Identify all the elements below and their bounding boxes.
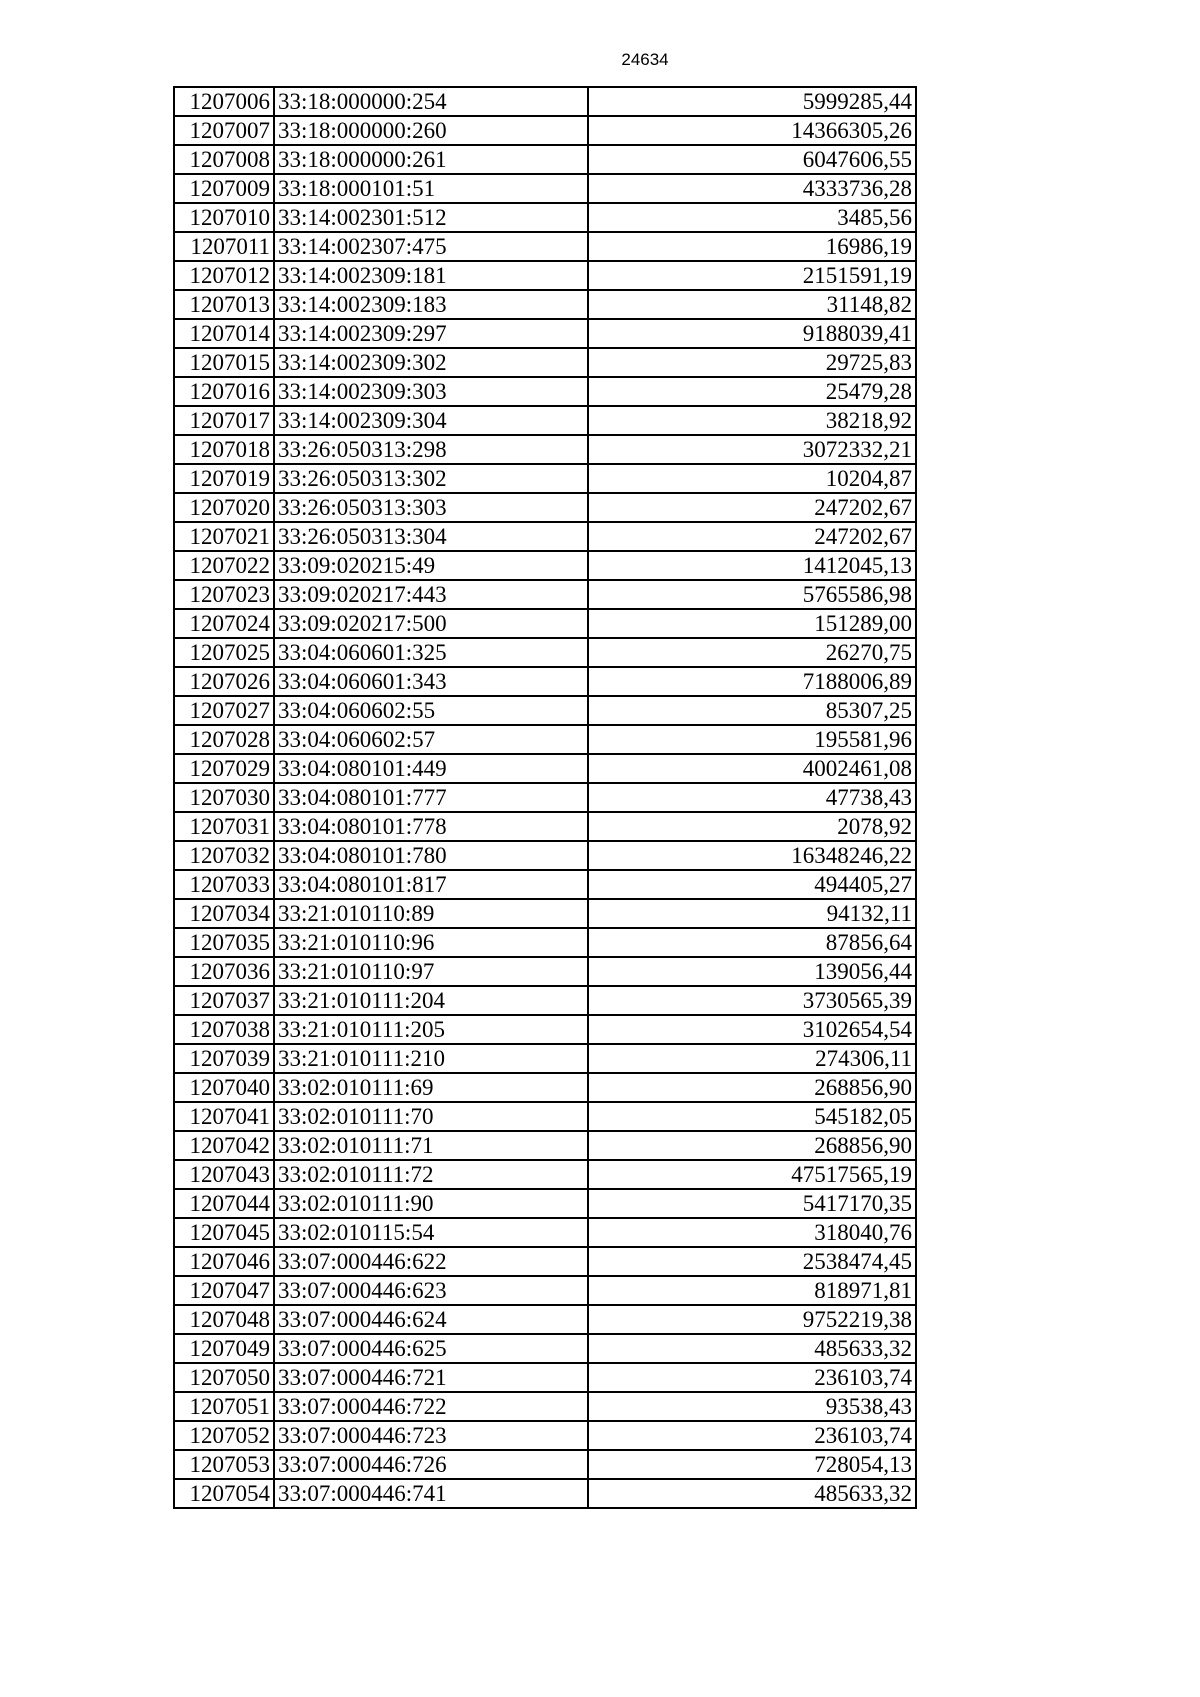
cadastral-number-cell: 33:09:020217:443 — [274, 580, 588, 609]
row-id-cell: 1207035 — [174, 928, 274, 957]
table-row — [174, 638, 916, 667]
value-cell: 247202,67 — [588, 522, 916, 551]
row-id-cell: 1207026 — [174, 667, 274, 696]
value-cell: 3072332,21 — [588, 435, 916, 464]
row-id-cell: 1207054 — [174, 1479, 274, 1508]
row-id-cell: 1207051 — [174, 1392, 274, 1421]
cadastral-number-cell: 33:21:010111:205 — [274, 1015, 588, 1044]
table-row — [174, 1305, 916, 1334]
row-id-cell: 1207020 — [174, 493, 274, 522]
row-id-cell: 1207031 — [174, 812, 274, 841]
cadastral-number-cell: 33:14:002309:303 — [274, 377, 588, 406]
table-row — [174, 1247, 916, 1276]
value-cell: 818971,81 — [588, 1276, 916, 1305]
row-id-cell: 1207007 — [174, 116, 274, 145]
row-id-cell: 1207039 — [174, 1044, 274, 1073]
row-id-cell: 1207050 — [174, 1363, 274, 1392]
value-cell: 151289,00 — [588, 609, 916, 638]
cadastral-number-cell: 33:04:060602:57 — [274, 725, 588, 754]
table-row — [174, 377, 916, 406]
row-id-cell: 1207042 — [174, 1131, 274, 1160]
table-row — [174, 870, 916, 899]
table-row — [174, 1276, 916, 1305]
table-row — [174, 551, 916, 580]
row-id-cell: 1207044 — [174, 1189, 274, 1218]
value-cell: 247202,67 — [588, 493, 916, 522]
row-id-cell: 1207025 — [174, 638, 274, 667]
cadastral-number-cell: 33:09:020215:49 — [274, 551, 588, 580]
row-id-cell: 1207049 — [174, 1334, 274, 1363]
value-cell: 268856,90 — [588, 1131, 916, 1160]
table-row — [174, 1160, 916, 1189]
value-cell: 16348246,22 — [588, 841, 916, 870]
row-id-cell: 1207011 — [174, 232, 274, 261]
table-row — [174, 1218, 916, 1247]
cadastral-number-cell: 33:04:080101:780 — [274, 841, 588, 870]
row-id-cell: 1207029 — [174, 754, 274, 783]
row-id-cell: 1207028 — [174, 725, 274, 754]
cadastral-number-cell: 33:02:010111:71 — [274, 1131, 588, 1160]
value-cell: 7188006,89 — [588, 667, 916, 696]
value-cell: 236103,74 — [588, 1363, 916, 1392]
row-id-cell: 1207040 — [174, 1073, 274, 1102]
cadastral-number-cell: 33:04:080101:817 — [274, 870, 588, 899]
cadastral-number-cell: 33:26:050313:304 — [274, 522, 588, 551]
row-id-cell: 1207052 — [174, 1421, 274, 1450]
table-row — [174, 290, 916, 319]
row-id-cell: 1207024 — [174, 609, 274, 638]
row-id-cell: 1207037 — [174, 986, 274, 1015]
cadastral-number-cell: 33:21:010111:210 — [274, 1044, 588, 1073]
row-id-cell: 1207013 — [174, 290, 274, 319]
value-cell: 29725,83 — [588, 348, 916, 377]
value-cell: 3485,56 — [588, 203, 916, 232]
value-cell: 5999285,44 — [588, 87, 916, 116]
table-row — [174, 1102, 916, 1131]
value-cell: 10204,87 — [588, 464, 916, 493]
table-row — [174, 319, 916, 348]
value-cell: 2078,92 — [588, 812, 916, 841]
row-id-cell: 1207018 — [174, 435, 274, 464]
row-id-cell: 1207023 — [174, 580, 274, 609]
value-cell: 9752219,38 — [588, 1305, 916, 1334]
row-id-cell: 1207010 — [174, 203, 274, 232]
table-row — [174, 580, 916, 609]
table-row — [174, 754, 916, 783]
cadastral-number-cell: 33:18:000101:51 — [274, 174, 588, 203]
value-cell: 47517565,19 — [588, 1160, 916, 1189]
cadastral-number-cell: 33:07:000446:726 — [274, 1450, 588, 1479]
value-cell: 85307,25 — [588, 696, 916, 725]
row-id-cell: 1207006 — [174, 87, 274, 116]
cadastral-number-cell: 33:07:000446:625 — [274, 1334, 588, 1363]
cadastral-number-cell: 33:02:010111:70 — [274, 1102, 588, 1131]
row-id-cell: 1207017 — [174, 406, 274, 435]
table-row — [174, 1044, 916, 1073]
table-row — [174, 116, 916, 145]
table-row — [174, 435, 916, 464]
table-row — [174, 1392, 916, 1421]
table-row — [174, 1015, 916, 1044]
row-id-cell: 1207045 — [174, 1218, 274, 1247]
value-cell: 268856,90 — [588, 1073, 916, 1102]
row-id-cell: 1207016 — [174, 377, 274, 406]
cadastral-number-cell: 33:14:002309:297 — [274, 319, 588, 348]
cadastral-number-cell: 33:14:002309:302 — [274, 348, 588, 377]
value-cell: 485633,32 — [588, 1479, 916, 1508]
value-cell: 494405,27 — [588, 870, 916, 899]
cadastral-number-cell: 33:04:080101:777 — [274, 783, 588, 812]
row-id-cell: 1207033 — [174, 870, 274, 899]
cadastral-number-cell: 33:26:050313:298 — [274, 435, 588, 464]
table-row — [174, 232, 916, 261]
row-id-cell: 1207022 — [174, 551, 274, 580]
table-row — [174, 841, 916, 870]
table-row — [174, 1189, 916, 1218]
cadastral-number-cell: 33:26:050313:302 — [274, 464, 588, 493]
data-table — [173, 86, 917, 1509]
value-cell: 4333736,28 — [588, 174, 916, 203]
value-cell: 3730565,39 — [588, 986, 916, 1015]
cadastral-number-cell: 33:07:000446:723 — [274, 1421, 588, 1450]
table-row — [174, 406, 916, 435]
cadastral-number-cell: 33:02:010115:54 — [274, 1218, 588, 1247]
value-cell: 4002461,08 — [588, 754, 916, 783]
cadastral-number-cell: 33:14:002301:512 — [274, 203, 588, 232]
cadastral-number-cell: 33:14:002309:304 — [274, 406, 588, 435]
table-row — [174, 899, 916, 928]
value-cell: 236103,74 — [588, 1421, 916, 1450]
row-id-cell: 1207021 — [174, 522, 274, 551]
value-cell: 14366305,26 — [588, 116, 916, 145]
row-id-cell: 1207032 — [174, 841, 274, 870]
cadastral-number-cell: 33:07:000446:741 — [274, 1479, 588, 1508]
cadastral-number-cell: 33:07:000446:622 — [274, 1247, 588, 1276]
cadastral-number-cell: 33:07:000446:721 — [274, 1363, 588, 1392]
table-row — [174, 1421, 916, 1450]
cadastral-number-cell: 33:07:000446:722 — [274, 1392, 588, 1421]
row-id-cell: 1207027 — [174, 696, 274, 725]
page-number: 24634 — [621, 50, 669, 69]
table-row — [174, 725, 916, 754]
cadastral-number-cell: 33:14:002309:183 — [274, 290, 588, 319]
table-row — [174, 174, 916, 203]
table-row — [174, 783, 916, 812]
table-row — [174, 261, 916, 290]
table-row — [174, 609, 916, 638]
cadastral-number-cell: 33:21:010110:97 — [274, 957, 588, 986]
row-id-cell: 1207047 — [174, 1276, 274, 1305]
cadastral-number-cell: 33:18:000000:254 — [274, 87, 588, 116]
value-cell: 9188039,41 — [588, 319, 916, 348]
value-cell: 87856,64 — [588, 928, 916, 957]
table-row — [174, 667, 916, 696]
value-cell: 25479,28 — [588, 377, 916, 406]
value-cell: 5765586,98 — [588, 580, 916, 609]
row-id-cell: 1207014 — [174, 319, 274, 348]
cadastral-number-cell: 33:14:002309:181 — [274, 261, 588, 290]
value-cell: 31148,82 — [588, 290, 916, 319]
value-cell: 2151591,19 — [588, 261, 916, 290]
table-row — [174, 1479, 916, 1508]
cadastral-number-cell: 33:02:010111:69 — [274, 1073, 588, 1102]
cadastral-number-cell: 33:04:060601:325 — [274, 638, 588, 667]
value-cell: 545182,05 — [588, 1102, 916, 1131]
row-id-cell: 1207043 — [174, 1160, 274, 1189]
table-row — [174, 986, 916, 1015]
value-cell: 3102654,54 — [588, 1015, 916, 1044]
row-id-cell: 1207041 — [174, 1102, 274, 1131]
cadastral-number-cell: 33:21:010110:89 — [274, 899, 588, 928]
cadastral-number-cell: 33:07:000446:624 — [274, 1305, 588, 1334]
value-cell: 16986,19 — [588, 232, 916, 261]
value-cell: 318040,76 — [588, 1218, 916, 1247]
value-cell: 195581,96 — [588, 725, 916, 754]
value-cell: 5417170,35 — [588, 1189, 916, 1218]
table-row — [174, 493, 916, 522]
table-row — [174, 812, 916, 841]
value-cell: 1412045,13 — [588, 551, 916, 580]
row-id-cell: 1207019 — [174, 464, 274, 493]
table-row — [174, 464, 916, 493]
table-row — [174, 957, 916, 986]
value-cell: 47738,43 — [588, 783, 916, 812]
cadastral-number-cell: 33:14:002307:475 — [274, 232, 588, 261]
cadastral-number-cell: 33:04:060602:55 — [274, 696, 588, 725]
value-cell: 485633,32 — [588, 1334, 916, 1363]
row-id-cell: 1207038 — [174, 1015, 274, 1044]
table-body — [174, 87, 916, 1508]
table-row — [174, 1131, 916, 1160]
cadastral-number-cell: 33:04:060601:343 — [274, 667, 588, 696]
cadastral-number-cell: 33:02:010111:90 — [274, 1189, 588, 1218]
table-row — [174, 203, 916, 232]
row-id-cell: 1207053 — [174, 1450, 274, 1479]
value-cell: 93538,43 — [588, 1392, 916, 1421]
table-row — [174, 1363, 916, 1392]
cadastral-number-cell: 33:07:000446:623 — [274, 1276, 588, 1305]
row-id-cell: 1207008 — [174, 145, 274, 174]
table-row — [174, 696, 916, 725]
table-row — [174, 1450, 916, 1479]
row-id-cell: 1207048 — [174, 1305, 274, 1334]
row-id-cell: 1207046 — [174, 1247, 274, 1276]
value-cell: 38218,92 — [588, 406, 916, 435]
cadastral-number-cell: 33:18:000000:261 — [274, 145, 588, 174]
row-id-cell: 1207015 — [174, 348, 274, 377]
value-cell: 728054,13 — [588, 1450, 916, 1479]
table-row — [174, 1073, 916, 1102]
cadastral-number-cell: 33:04:080101:778 — [274, 812, 588, 841]
row-id-cell: 1207036 — [174, 957, 274, 986]
value-cell: 26270,75 — [588, 638, 916, 667]
value-cell: 274306,11 — [588, 1044, 916, 1073]
table-row — [174, 348, 916, 377]
row-id-cell: 1207030 — [174, 783, 274, 812]
value-cell: 139056,44 — [588, 957, 916, 986]
cadastral-number-cell: 33:21:010111:204 — [274, 986, 588, 1015]
table-row — [174, 87, 916, 116]
row-id-cell: 1207034 — [174, 899, 274, 928]
row-id-cell: 1207012 — [174, 261, 274, 290]
table-row — [174, 522, 916, 551]
cadastral-number-cell: 33:02:010111:72 — [274, 1160, 588, 1189]
value-cell: 2538474,45 — [588, 1247, 916, 1276]
cadastral-number-cell: 33:18:000000:260 — [274, 116, 588, 145]
value-cell: 94132,11 — [588, 899, 916, 928]
table-row — [174, 1334, 916, 1363]
row-id-cell: 1207009 — [174, 174, 274, 203]
value-cell: 6047606,55 — [588, 145, 916, 174]
table-row — [174, 928, 916, 957]
cadastral-number-cell: 33:04:080101:449 — [274, 754, 588, 783]
cadastral-number-cell: 33:21:010110:96 — [274, 928, 588, 957]
table-row — [174, 145, 916, 174]
cadastral-number-cell: 33:26:050313:303 — [274, 493, 588, 522]
cadastral-number-cell: 33:09:020217:500 — [274, 609, 588, 638]
